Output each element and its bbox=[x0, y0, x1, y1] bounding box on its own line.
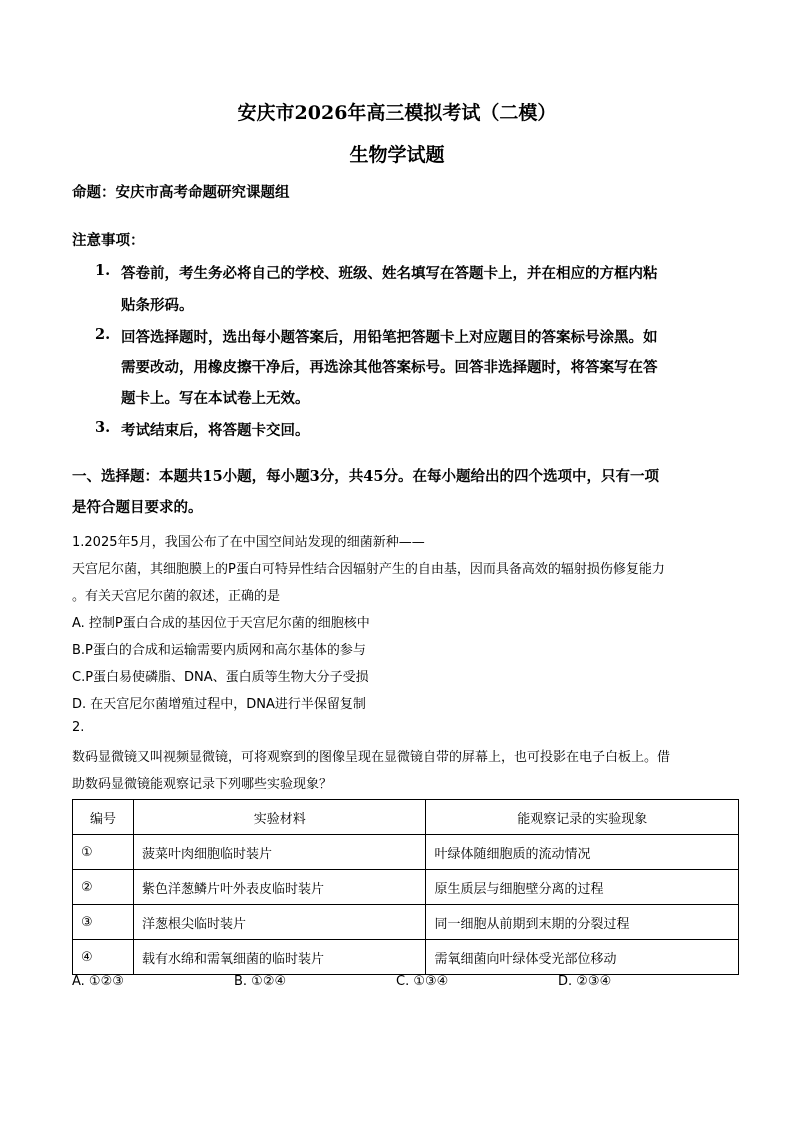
question-stem: 1.2025年5月，我国公布了在中国空间站发现的细菌新种—— bbox=[72, 535, 425, 550]
note-number: 2. bbox=[95, 326, 111, 343]
note-number: 3. bbox=[95, 419, 111, 436]
exam-subject: 生物学试题 bbox=[349, 144, 445, 166]
table-cell: 洋葱根尖临时装片 bbox=[133, 905, 426, 940]
question-stem: 天宫尼尔菌，其细胞膜上的P蛋白可特异性结合因辐射产生的自由基，因而具备高效的辐射损伤修复能力 bbox=[72, 562, 665, 577]
answer-option: C.P蛋白易使磷脂、DNA、蛋白质等生物大分子受损 bbox=[72, 670, 369, 685]
table-cell: 菠菜叶肉细胞临时装片 bbox=[133, 835, 426, 870]
note-text: 需要改动，用橡皮擦干净后，再选涂其他答案标号。回答非选择题时，将答案写在答 bbox=[121, 359, 658, 376]
table-header: 编号 bbox=[73, 800, 134, 835]
table-cell: ① bbox=[73, 835, 134, 870]
question-stem: 数码显微镜又叫视频显微镜，可将观察到的图像呈现在显微镜自带的屏幕上，也可投影在电子白板上。借 bbox=[72, 750, 671, 765]
table-row bbox=[73, 870, 739, 905]
table-cell: 同一细胞从前期到末期的分裂过程 bbox=[426, 905, 739, 940]
note-number: 1. bbox=[95, 262, 111, 279]
answer-option: A. 控制P蛋白合成的基因位于天宫尼尔菌的细胞核中 bbox=[72, 616, 370, 631]
table-row bbox=[73, 940, 739, 975]
answer-option: C. ①③④ bbox=[396, 974, 449, 989]
author-line: 命题：安庆市高考命题研究课题组 bbox=[72, 184, 290, 201]
answer-option: A. ①②③ bbox=[72, 974, 124, 989]
table-cell: ③ bbox=[73, 905, 134, 940]
experiment-table bbox=[72, 799, 739, 975]
notes-heading: 注意事项： bbox=[72, 232, 145, 249]
table-row bbox=[73, 835, 739, 870]
question-stem: 。有关天宫尼尔菌的叙述，正确的是 bbox=[72, 589, 281, 604]
note-text: 回答选择题时，选出每小题答案后，用铅笔把答题卡上对应题目的答案标号涂黑。如 bbox=[121, 329, 658, 346]
table-cell: ④ bbox=[73, 940, 134, 975]
table-cell: ② bbox=[73, 870, 134, 905]
answer-option: B. ①②④ bbox=[234, 974, 287, 989]
note-text: 贴条形码。 bbox=[121, 297, 194, 314]
exam-title: 安庆市2026年高三模拟考试（二模） bbox=[237, 102, 557, 124]
note-text: 题卡上。写在本试卷上无效。 bbox=[121, 390, 310, 407]
note-text: 答卷前，考生务必将自己的学校、班级、姓名填写在答题卡上，并在相应的方框内粘 bbox=[121, 265, 658, 282]
note-text: 考试结束后，将答题卡交回。 bbox=[121, 422, 310, 439]
table-cell: 紫色洋葱鳞片叶外表皮临时装片 bbox=[133, 870, 426, 905]
table-row bbox=[73, 905, 739, 940]
section-heading: 一、选择题：本题共15小题，每小题3分，共45分。在每小题给出的四个选项中，只有一项 bbox=[72, 468, 659, 485]
table-header-row bbox=[73, 800, 739, 835]
table-cell: 载有水绵和需氧细菌的临时装片 bbox=[133, 940, 426, 975]
table-cell: 叶绿体随细胞质的流动情况 bbox=[426, 835, 739, 870]
question-stem: 助数码显微镜能观察记录下列哪些实验现象？ bbox=[72, 777, 333, 792]
table-cell: 需氧细菌向叶绿体受光部位移动 bbox=[426, 940, 739, 975]
answer-option: B.P蛋白的合成和运输需要内质网和高尔基体的参与 bbox=[72, 643, 366, 658]
question-number: 2. bbox=[72, 720, 85, 735]
section-heading: 是符合题目要求的。 bbox=[72, 499, 203, 516]
answer-option: D. ②③④ bbox=[558, 974, 612, 989]
table-cell: 原生质层与细胞壁分离的过程 bbox=[426, 870, 739, 905]
table-header: 能观察记录的实验现象 bbox=[426, 800, 739, 835]
answer-option: D. 在天宫尼尔菌增殖过程中，DNA进行半保留复制 bbox=[72, 697, 366, 712]
table-header: 实验材料 bbox=[133, 800, 426, 835]
